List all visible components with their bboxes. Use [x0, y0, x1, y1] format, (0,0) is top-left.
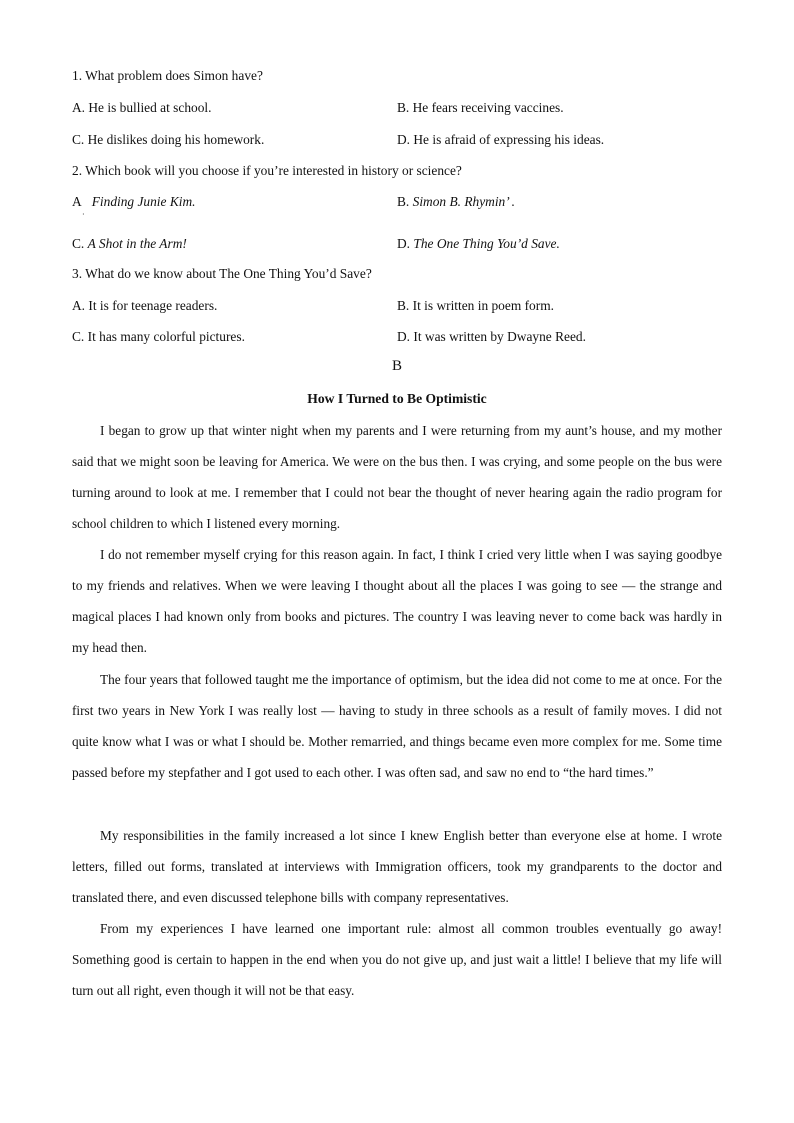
- option-letter: D.: [397, 236, 411, 251]
- option-text: It was written by Dwayne Reed.: [413, 329, 586, 344]
- section-letter: B: [391, 358, 402, 374]
- option-text: Simon B. Rhymin’ .: [412, 194, 515, 209]
- option-text: He fears receiving vaccines.: [412, 100, 564, 115]
- option-letter: D.: [397, 132, 411, 147]
- option-letter: B.: [397, 100, 410, 115]
- option-letter: B.: [397, 194, 410, 209]
- question-3-option-c: [72, 329, 245, 345]
- question-1-option-b: [397, 100, 564, 116]
- option-letter: D.: [397, 329, 411, 344]
- option-text: It is written in poem form.: [412, 298, 554, 313]
- option-letter: A.: [72, 100, 86, 115]
- question-3-option-a: [72, 298, 217, 314]
- option-letter: A: [72, 194, 82, 209]
- option-letter: B.: [397, 298, 410, 313]
- passage-title: How I Turned to Be Optimistic: [307, 391, 487, 406]
- question-2-option-b: [397, 194, 515, 210]
- option-text: He is afraid of expressing his ideas.: [413, 132, 605, 147]
- question-2-option-d: [397, 236, 560, 252]
- question-1-option-a: [72, 100, 212, 116]
- question-3-option-b: [397, 298, 554, 314]
- option-text: Finding Junie Kim.: [91, 194, 196, 209]
- option-text: It has many colorful pictures.: [87, 329, 245, 344]
- option-text: The One Thing You’d Save.: [413, 236, 560, 251]
- passage-paragraph-3: The four years that followed taught me the importance of optimism, but the idea did not come to me at once. For the first two years in New York I was really lost — having to study in three schools as a result of family moves. I did not quite know what I was or what I should be. Mother remarried, and things became even more complex for me. Some time passed before my stepfather and I got used to each other. I was often sad, and saw no end to “the hard times.”: [72, 672, 722, 780]
- passage-paragraph-4: My responsibilities in the family increased a lot since I knew English better than everyone else at home. I wrote letters, filled out forms, translated at interviews with Immigration officers, took my grandparents to the doctor and translated there, and even discussed telephone bills with company representatives.: [72, 828, 722, 905]
- passage-paragraph-5: From my experiences I have learned one important rule: almost all common troubles eventually go away! Something good is certain to happen in the end when you do not give up, and just wait a little! I believe that my life will turn out all right, even though it will not be that easy.: [72, 921, 722, 998]
- option-letter: C.: [72, 329, 85, 344]
- passage-paragraph-1: I began to grow up that winter night when my parents and I were returning from my aunt’s house, and my mother said that we might soon be leaving for America. We were on the bus then. I was crying, and some people on the bus were turning around to look at me. I remember that I could not bear the thought of never hearing again the radio program for school children to which I listened every morning.: [72, 423, 722, 531]
- option-text: He is bullied at school.: [88, 100, 212, 115]
- passage-paragraph-2: I do not remember myself crying for this reason again. In fact, I think I cried very little when I was saying goodbye to my friends and relatives. When we were leaving I thought about all the places I was going to see — the strange and magical places I had known only from books and pictures. The country I was leaving never to come back was hardly in my head then.: [72, 547, 722, 655]
- question-1-stem: 1. What problem does Simon have?: [72, 68, 263, 83]
- option-letter: C.: [72, 236, 85, 251]
- question-2-option-c: [72, 236, 187, 252]
- question-1-option-d: [397, 132, 604, 148]
- option-letter: C.: [72, 132, 85, 147]
- stray-dot-mark: ·: [82, 210, 85, 219]
- question-3-stem: 3. What do we know about The One Thing You’d Save?: [72, 266, 372, 281]
- question-1-option-c: [72, 132, 264, 148]
- question-3-option-d: [397, 329, 586, 345]
- question-2-stem: 2. Which book will you choose if you’re interested in history or science?: [72, 163, 462, 178]
- option-text: A Shot in the Arm!: [87, 236, 187, 251]
- option-text: He dislikes doing his homework.: [87, 132, 265, 147]
- option-text: It is for teenage readers.: [88, 298, 218, 313]
- option-letter: A.: [72, 298, 86, 313]
- question-2-option-a: [72, 194, 195, 210]
